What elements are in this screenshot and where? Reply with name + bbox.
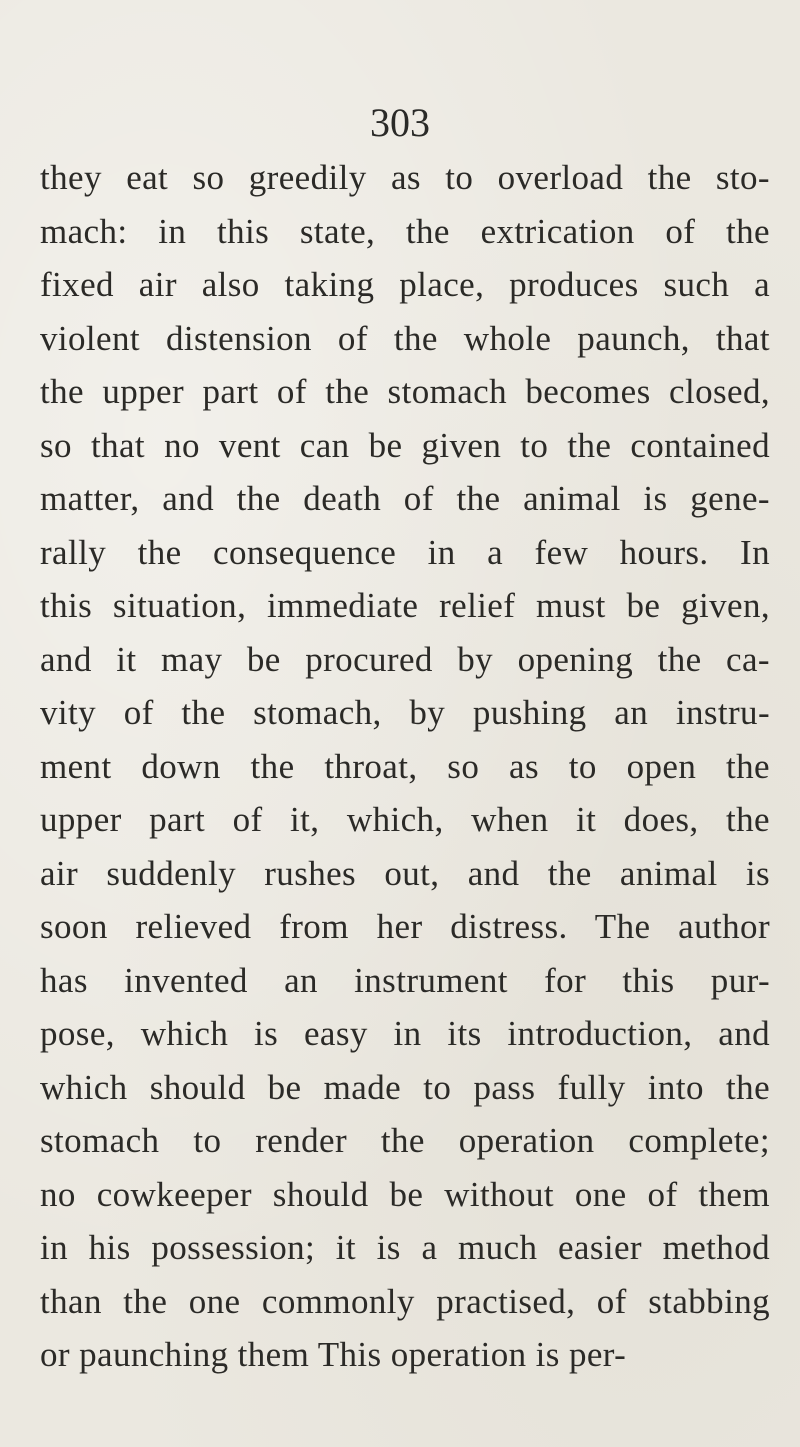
text-line: soon relieved from her distress. The author: [40, 907, 770, 946]
page-number: 303: [370, 100, 430, 145]
text-line: fixed air also taking place, produces such a: [40, 265, 770, 304]
text-line: this situation, immediate relief must be given,: [40, 586, 770, 625]
text-line: or paunching them This operation is per-: [40, 1335, 627, 1374]
text-line: the upper part of the stomach becomes closed,: [40, 372, 770, 411]
text-line: so that no vent can be given to the contained: [40, 425, 770, 465]
text-line: upper part of it, which, when it does, the: [40, 800, 770, 839]
text-line: vity of the stomach, by pushing an instru-: [40, 693, 770, 732]
text-line: in his possession; it is a much easier method: [40, 1228, 770, 1267]
text-line: which should be made to pass fully into the: [40, 1067, 770, 1107]
text-line: and it may be procured by opening the ca-: [40, 639, 770, 679]
text-line: no cowkeeper should be without one of them: [40, 1174, 770, 1214]
body-text: [40, 151, 770, 1382]
text-line: they eat so greedily as to overload the sto-: [40, 158, 770, 197]
text-line: pose, which is easy in its introduction, and: [40, 1014, 770, 1053]
text-line: mach: in this state, the extrication of the: [40, 211, 770, 251]
text-line: matter, and the death of the animal is gene-: [40, 479, 770, 518]
text-line: ment down the throat, so as to open the: [40, 746, 770, 786]
text-line: air suddenly rushes out, and the animal is: [40, 853, 770, 893]
text-line: has invented an instrument for this pur-: [40, 960, 770, 1000]
text-line: rally the consequence in a few hours. In: [40, 532, 770, 572]
text-line: than the one commonly practised, of stabbing: [40, 1281, 770, 1321]
text-line: stomach to render the operation complete;: [40, 1121, 770, 1160]
text-line: violent distension of the whole paunch, that: [40, 318, 770, 358]
